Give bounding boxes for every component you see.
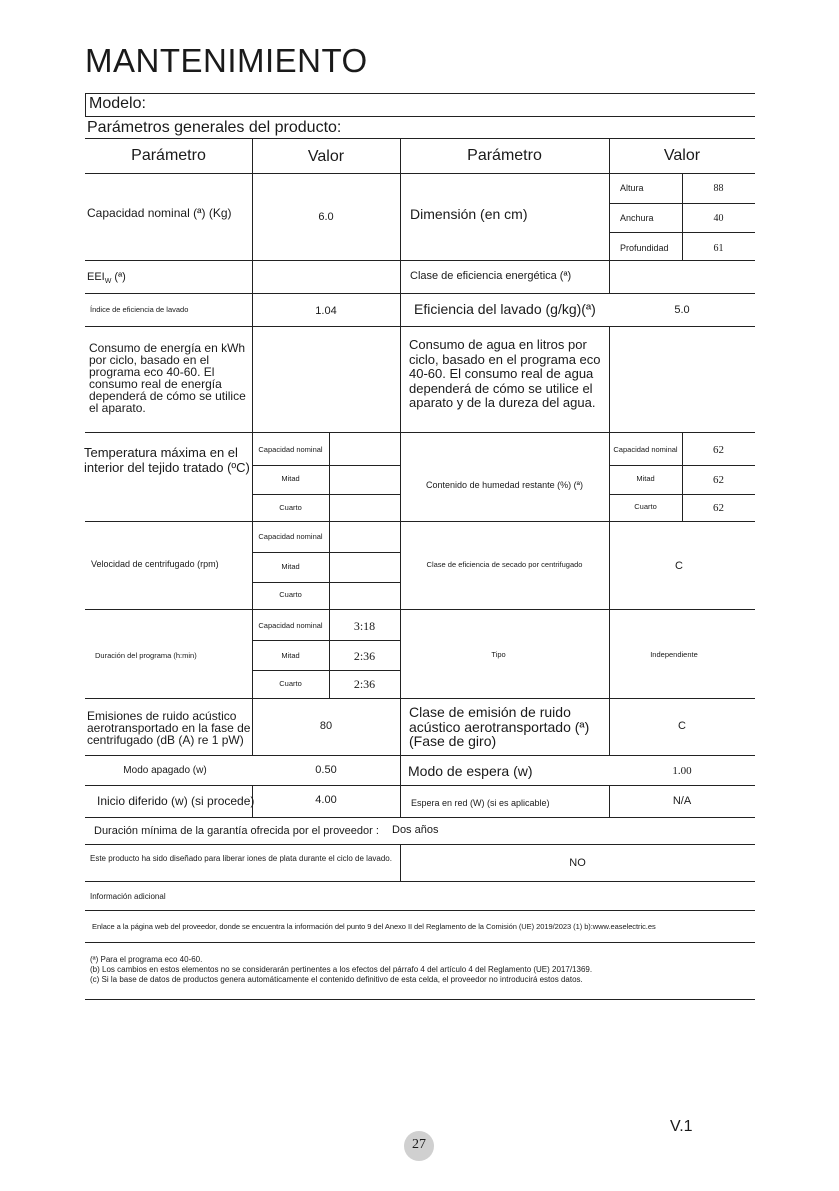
footnote: (b) Los cambios en estos elementos no se considerarán pertinentes a los efectos del párrafo 4 del artículo 4 del Reglamento (UE) 2017/1369. (90, 965, 593, 974)
height-label: Altura (620, 183, 644, 193)
divider (400, 138, 401, 817)
divider (85, 881, 755, 882)
program-duration-sub-label: Cuarto (279, 679, 302, 688)
page-number: 27 (412, 1137, 426, 1152)
type-value: Independiente (650, 650, 698, 659)
capacity-label: Capacidad nominal (ª) (Kg) (87, 206, 232, 220)
moisture-label: Contenido de humedad restante (%) (ª) (426, 480, 583, 490)
divider (252, 640, 400, 641)
wash-index-label: Índice de eficiencia de lavado (90, 305, 189, 314)
program-duration-sub-value: 3:18 (353, 619, 376, 633)
eei-label (87, 271, 126, 286)
capacity-value: 6.0 (318, 211, 334, 223)
depth-value: 61 (713, 243, 724, 254)
moisture-sub-label: Mitad (636, 474, 655, 483)
footnote: (ª) Para el programa eco 40-60. (90, 955, 203, 964)
energy-class-label: Clase de eficiencia energética (ª) (410, 270, 572, 282)
divider (252, 552, 400, 553)
divider (252, 494, 400, 495)
delay-start-value: 4.00 (315, 794, 337, 806)
divider (85, 326, 755, 327)
footnote: (c) Si la base de datos de productos genera automáticamente el contenido definitivo de esta celda, el proveedor no introducirá estos datos. (90, 975, 583, 984)
program-duration-sub-label: Mitad (281, 651, 300, 660)
dimension-label: Dimensión (en cm) (410, 206, 528, 222)
silver-ions-label: Este producto ha sido diseñado para liberar iones de plata durante el ciclo de lavado. (90, 854, 392, 863)
modelo-label: Modelo: (89, 95, 146, 112)
divider (85, 910, 755, 911)
moisture-sub-value: 62 (713, 444, 724, 456)
divider (85, 93, 755, 94)
eei-label-suffix: (ª) (111, 271, 126, 283)
warranty-value: Dos años (392, 824, 439, 836)
depth-label: Profundidad (620, 243, 669, 253)
network-standby-label: Espera en red (W) (si es aplicable) (411, 798, 550, 808)
divider (85, 138, 755, 139)
moisture-sub-label: Cuarto (634, 502, 657, 511)
spin-drying-class-label: Clase de eficiencia de secado por centrifugado (426, 560, 583, 569)
header-param-right: Parámetro (467, 147, 542, 164)
wash-index-value: 1.04 (315, 305, 337, 317)
additional-info-label: Información adicional (90, 892, 166, 901)
noise-emission-value: 80 (319, 720, 333, 732)
eei-label-sub: W (104, 278, 112, 286)
max-temp-sub-label: Mitad (281, 474, 300, 483)
standby-label: Modo de espera (w) (408, 763, 533, 779)
version-label: V.1 (670, 1118, 693, 1135)
noise-emission-label: Emisiones de ruido acústico aerotransportado en la fase de centrifugado (dB (A) re 1 pW) (87, 709, 251, 747)
header-param-left: Parámetro (131, 147, 206, 164)
divider (252, 670, 400, 671)
divider (85, 844, 755, 845)
wash-efficiency-label: Eficiencia del lavado (g/kg)(ª) (414, 301, 596, 317)
max-temp-label: Temperatura máxima en el interior del tejido tratado (ºC) (84, 445, 250, 475)
spin-speed-sub-label: Capacidad nominal (258, 532, 323, 541)
divider (609, 326, 610, 755)
spin-speed-sub-label: Cuarto (279, 590, 302, 599)
energy-consumption-label: Consumo de energía en kWh por ciclo, basado en el programa eco 40-60. El consumo real de energía dependerá de cómo se utilice el aparato. (89, 341, 246, 415)
wash-efficiency-value: 5.0 (674, 304, 690, 316)
off-mode-value: 0.50 (315, 764, 337, 776)
type-label: Tipo (491, 650, 506, 659)
height-value: 88 (713, 183, 724, 194)
spin-drying-class-value: C (675, 560, 683, 572)
silver-ions-value: NO (569, 857, 586, 869)
divider (252, 465, 400, 466)
divider (329, 432, 330, 521)
eei-label-main: EEI (87, 271, 105, 283)
divider (85, 999, 755, 1000)
delay-start-label: Inicio diferido (w) (si procede) (97, 794, 255, 808)
width-value: 40 (713, 213, 724, 224)
network-standby-value: N/A (672, 795, 692, 807)
divider (85, 293, 755, 294)
max-temp-sub-label: Cuarto (279, 503, 302, 512)
supplier-link-text: Enlace a la página web del proveedor, donde se encuentra la información del punto 9 del Anexo II del Reglamento de la Comisión (UE) 2019/2023 (1) b):www.easelectric.es (92, 922, 656, 931)
divider (85, 785, 755, 786)
general-params-label: Parámetros generales del producto: (87, 119, 342, 136)
water-consumption-label: Consumo de agua en litros por ciclo, basado en el programa eco 40-60. El consumo real de agua dependerá de cómo se utilice el aparato y de la dureza del agua. (409, 337, 601, 411)
page-title: MANTENIMIENTO (85, 42, 368, 79)
warranty-label: Duración mínima de la garantía ofrecida por el proveedor : (94, 825, 379, 837)
divider (85, 116, 755, 117)
program-duration-sub-value: 2:36 (353, 649, 376, 663)
standby-value: 1.00 (672, 765, 692, 777)
divider (85, 942, 755, 943)
divider (85, 173, 755, 174)
noise-class-label: Clase de emisión de ruido acústico aerotransportado (ª) (Fase de giro) (409, 704, 590, 750)
off-mode-label: Modo apagado (w) (123, 765, 207, 776)
moisture-sub-value: 62 (713, 502, 724, 514)
divider (85, 698, 755, 699)
divider (252, 582, 400, 583)
program-duration-sub-label: Capacidad nominal (258, 621, 323, 630)
header-valor-right: Valor (663, 147, 701, 164)
program-duration-sub-value: 2:36 (353, 677, 376, 691)
divider (85, 260, 755, 261)
spin-speed-label: Velocidad de centrifugado (rpm) (91, 559, 219, 569)
moisture-sub-label: Capacidad nominal (613, 445, 678, 454)
moisture-sub-value: 62 (713, 474, 724, 486)
divider (85, 93, 86, 116)
noise-class-value: C (678, 720, 686, 732)
divider (85, 609, 755, 610)
width-label: Anchura (620, 213, 654, 223)
program-duration-label: Duración del programa (h:min) (95, 651, 197, 660)
divider (85, 817, 755, 818)
spin-speed-sub-label: Mitad (281, 562, 300, 571)
divider (329, 521, 330, 609)
divider (85, 755, 755, 756)
header-valor-left: Valor (307, 148, 345, 165)
max-temp-sub-label: Capacidad nominal (258, 445, 323, 454)
divider (85, 432, 755, 433)
divider (85, 521, 755, 522)
